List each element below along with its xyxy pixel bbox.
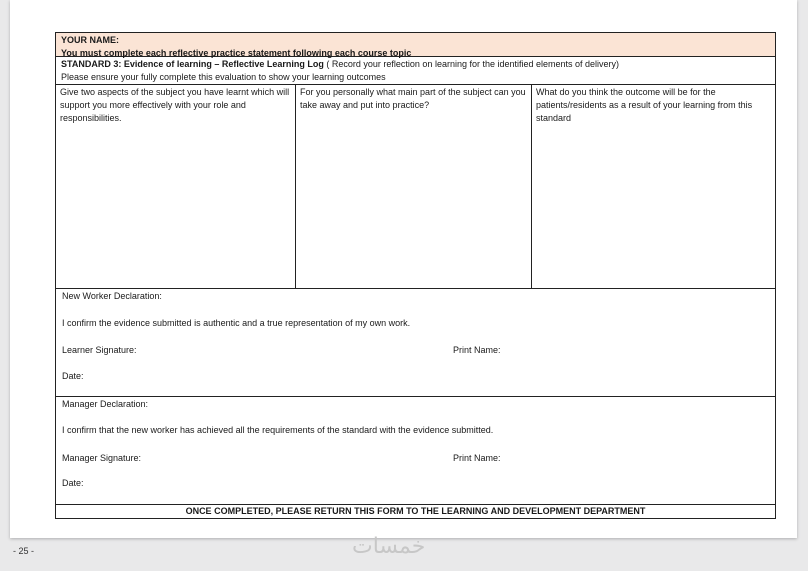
worker-print-name-label[interactable]: Print Name: [453, 345, 501, 355]
manager-print-name-label[interactable]: Print Name: [453, 453, 501, 463]
reflective-learning-form [55, 32, 776, 519]
worker-declaration-statement: I confirm the evidence submitted is authentic and a true representation of my own work. [62, 318, 411, 328]
page-number: - 25 - [13, 546, 35, 556]
manager-date-label[interactable]: Date: [62, 478, 84, 488]
manager-declaration-statement: I confirm that the new worker has achieved all the requirements of the standard with the evidence submitted. [62, 425, 494, 435]
standard-section [56, 57, 775, 85]
question-text: Give two aspects of the subject you have learnt which will support you more effectively with your role and responsibilities. [60, 87, 290, 123]
manager-declaration-heading: Manager Declaration: [62, 399, 149, 409]
name-label: YOUR NAME: [61, 35, 119, 45]
standard-note: ( Record your reflection on learning for the identified elements of delivery) [323, 59, 620, 69]
document-page [10, 0, 797, 538]
worker-declaration-heading: New Worker Declaration: [62, 291, 162, 301]
manager-signature-label[interactable]: Manager Signature: [62, 453, 142, 463]
standard-instruction: Please ensure your fully complete this evaluation to show your learning outcomes [61, 72, 386, 82]
name-section [56, 33, 775, 57]
watermark-logo: خمسات [352, 534, 426, 559]
questions-section [56, 85, 775, 289]
question-text: For you personally what main part of the subject can you take away and put into practice? [300, 87, 526, 110]
standard-title: STANDARD 3: Evidence of learning – Reflective Learning Log [61, 59, 324, 69]
question-text: What do you think the outcome will be for the patients/residents as a result of your learning from this standard [536, 87, 753, 123]
standard-heading [61, 58, 770, 71]
form-footer: ONCE COMPLETED, PLEASE RETURN THIS FORM TO THE LEARNING AND DEVELOPMENT DEPARTMENT [185, 506, 646, 516]
learner-signature-label[interactable]: Learner Signature: [62, 345, 137, 355]
new-worker-declaration [56, 289, 775, 397]
name-instruction: You must complete each reflective practice statement following each course topic [61, 48, 412, 58]
question-box-1[interactable] [56, 85, 296, 288]
worker-date-label[interactable]: Date: [62, 371, 84, 381]
question-box-2[interactable] [296, 85, 532, 288]
manager-declaration [56, 397, 775, 505]
question-box-3[interactable] [532, 85, 775, 288]
